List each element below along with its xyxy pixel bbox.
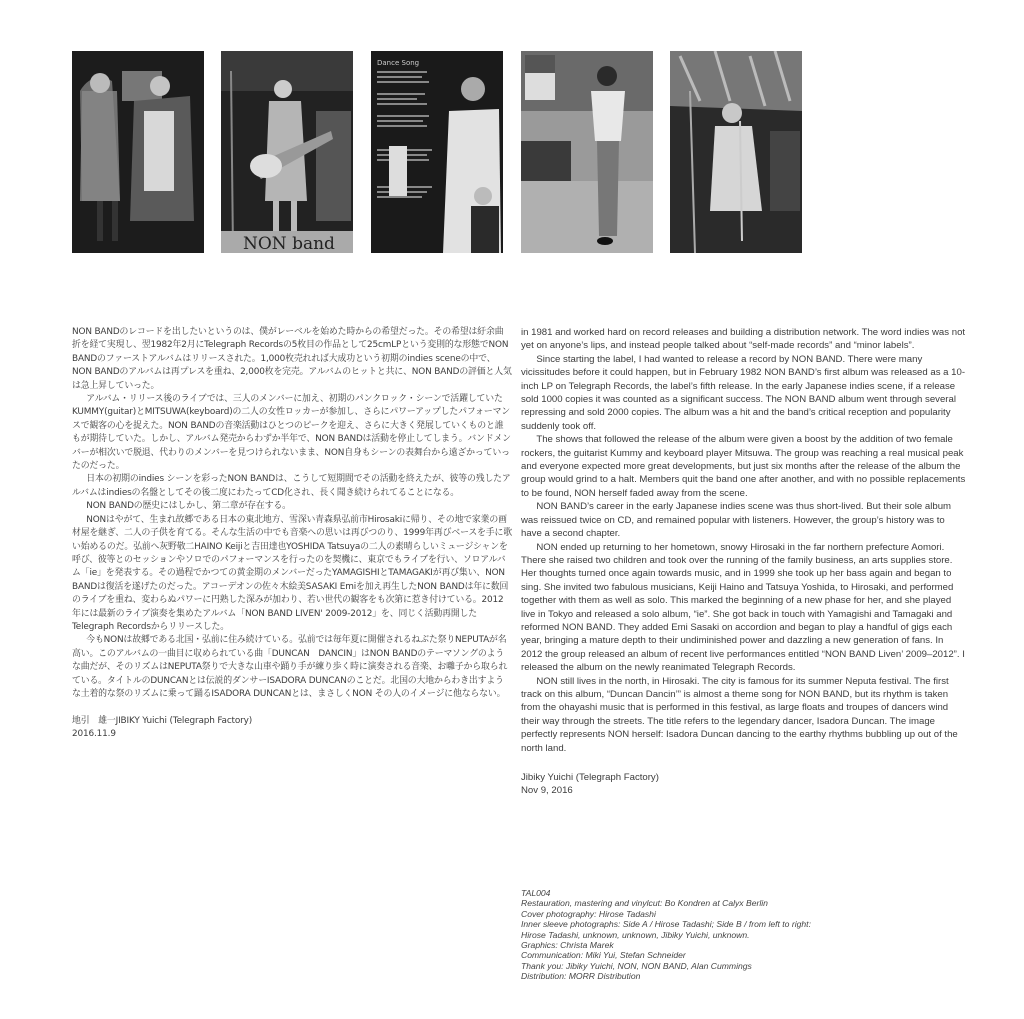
credit-graphics: Graphics: Christa Marek [521, 940, 614, 951]
credits-block [521, 888, 851, 982]
jp-paragraph-5: NONはやがて、生まれ故郷である日本の東北地方、雪深い青森県弘前市Hirosakiに帰り、その地で家業の画材屋を継ぎ、二人の子供を育てる。そんな生活の中でも音楽への思いは再びつのり、1999年再びベースを手に歌い始めるのだ。弘前へ灰野敬二HAINO Keijiと吉田達也YOSHIDA Tatsuyaの二人の素晴らしいミュージシャンを呼び、彼等とのセッションやソロでのパフォーマンスを行ったのを契機に、東京でもライブを行い、ソロアルバム「ie」を発表する。その過程でかつての黄金期のメンバーだったYAMAGISHIとTAMAGAKIが再び集い、NON BANDは復活を遂げたのだった。アコーデオンの佐々木絵美SASAKI Emiを加え再生したNON BANDは年に数回のライブを重ね、変わらぬパワーに円熟した深みが加わり、若い世代の観客をも次第に惹き付けている。2012年には最新のライブ演奏を集めたアルバム「NON BAND LIVEN' 2009-2012」を、同じく活動再開したTelegraph Recordsからリリースした。 [72, 514, 512, 632]
en-paragraph-5: NON ended up returning to her hometown, snowy Hirosaki in the far northern prefecture Aomori. There she raised two children and took over the running of the family business, an arts supplies store. Her thoughts turned once again towards music, and in 1999 she took up her bass again and began to sing. She invited two fabulous musicians, Keiji Haino and Tatsuya Yoshida, to Hirosaki, and performed together with them as well as solo. This marked the beginning of a new phase for her, and she played live in Tokyo and released a solo album, “ie”. She got back in touch with Yamagishi and Tamagaki and reformed NON BAND. They added Emi Sasaki on accordion and began to play a handful of gigs each year, bringing a mature depth to their undiminished power and dazzling a new generation of fans. In 2012 the group released an album of recent live performances entitled “NON BAND Liven’ 2009–2012”. I released the album on the newly reanimated Telegraph Records. [521, 541, 965, 674]
en-paragraph-3: The shows that followed the release of the album were given a boost by the addition of two female rockers, the guitarist Kummy and keyboard player Mitsuwa. The group was reaching a real musical peak and everyone expected more great developments, but just six months after the release of the album the group would grind to a halt. Members quit the band one after another, and with no possible replacements to be found, NON herself faded away from the scene. [521, 434, 966, 499]
en-date: Nov 9, 2016 [521, 785, 573, 797]
jp-paragraph-4: NON BANDの歴史にはしかし、第二章が存在する。 [86, 501, 291, 512]
photo-caption-dance-song: Dance Song [377, 59, 420, 67]
jp-signature: 地引 雄一JIBIKY Yuichi (Telegraph Factory) [72, 715, 253, 726]
en-signature: Jibiky Yuichi (Telegraph Factory) [521, 772, 659, 783]
jp-paragraph-6: 今もNONは故郷である北国・弘前に住み続けている。弘前では毎年夏に開催されるねぶた祭りNEPUTAが名高い。このアルバムの一曲目に収められている曲「DUNCAN DANCIN」はNON BANDのテーマソングのような曲だが、そのリズムはNEPUTA祭りで大きな山車や踊り手が練り歩く時に演奏される音楽、お囃子から取られている。タイトルのDUNCANとは伝説的ダンサーISADORA DUNCANのことだ。北国の大地からわき出すような土着的な祭のリズムに乗って踊るISADORA DUNCANとは、まさしくNON その人のイメージに他ならない。 [72, 635, 508, 699]
photo-caption-non-band: NON band [243, 234, 335, 253]
en-paragraph-1: in 1981 and worked hard on record releases and building a distribution network. The word indies was not yet on anyone’s lips, and instead people talked about “self-made records” and “minor labels”. [521, 327, 966, 352]
credit-inner-sleeve-photos-names: Hirose Tadashi, unknown, unknown, Jibiky Yuichi, unknown. [521, 929, 750, 940]
credit-cover-photography: Cover photography: Hirose Tadashi [521, 908, 656, 919]
jp-date: 2016.11.9 [72, 729, 116, 740]
jp-paragraph-2: アルバム・リリース後のライブでは、三人のメンバーに加え、初期のパンクロック・シーンで活躍していたKUMMY(guitar)とMITSUWA(keyboard)の二人の女性ロッカーが参加し、さらにパワーアップしたパフォーマンスで観客の心を捉えた。NON BANDの音楽活動はひとつのピークを迎え、さらに大きく発展していくものと誰もが期待していた。しかし、アルバム発売からわずか半年で、NON BANDは活動を停止してしまう。バンドメンバーが相次いで脱退、代わりのメンバーを見つけられないまま、NON自身もシーンの表舞台から遠ざかっていったのだった。 [72, 394, 511, 472]
catalog-number: TAL004 [521, 888, 551, 898]
credit-inner-sleeve-photos: Inner sleeve photographs: Side A / Hirose Tadashi; Side B / from left to right: [521, 919, 811, 930]
photo-woman-dancing-in-room [521, 51, 653, 253]
credit-communication: Communication: Miki Yui, Stefan Schneider [521, 950, 686, 961]
en-signature-block [521, 771, 967, 798]
credit-thank-you: Thank you: Jibiky Yuichi, NON, NON BAND, Alan Cummings [521, 960, 752, 971]
photo-performer-in-dress [670, 51, 802, 253]
credit-distribution: Distribution: MORR Distribution [521, 971, 641, 982]
japanese-liner-notes [72, 326, 512, 742]
jp-paragraph-3: 日本の初期のindies シーンを彩ったNON BANDは、こうして短期間でその活動を終えたが、彼等の残したアルバムはindiesの名盤としてその後二度にわたってCD化され、長く聞き続けられてることになる。 [72, 474, 511, 498]
credit-mastering: Restauration, mastering and vinylcut: Bo Kondren at Calyx Berlin [521, 898, 768, 909]
photo-two-women-in-coats [72, 51, 204, 253]
jp-paragraph-1: NON BANDのレコードを出したいというのは、僕がレーベルを始めた時からの希望だった。その希望は紆余曲折を経て実現し、翌1982年2月にTelegraph Recordsの5枚目の作品として25cmLPという変則的な形態でNON BANDのファーストアルバムはリリースされた。1,000枚売れれば大成功という初期のindies sceneの中で、NON BANDのアルバムは再プレスを重ね、2,000枚を完売。アルバムのヒットと共に、NON BANDの評価と人気は急上昇していった。 [72, 327, 512, 391]
english-liner-notes [521, 326, 967, 798]
photo-guitarist-on-stage [221, 51, 353, 253]
en-paragraph-6: NON still lives in the north, in Hirosaki. The city is famous for its summer Neputa festival. The first track on this album, “Duncan Dancin’” is almost a theme song for NON BAND, but its rhythm is taken from the ohayashi music that is performed in this festival, as large floats and troupes of dancers wind their way through the streets. The title refers to the legendary dancer, Isadora Duncan. The image perfectly represents NON herself: Isadora Duncan dancing to the earthy rhythms bubbling up out of the north land. [521, 675, 958, 754]
en-paragraph-4: NON BAND’s career in the early Japanese indies scene was thus short-lived. But their sole album was reissued twice on CD, and remained popular with listeners. However, the group’s history was to have a second chapter. [521, 501, 952, 540]
photo-man-with-lyric-sheet [371, 51, 503, 253]
jp-signature-block [72, 715, 512, 742]
en-paragraph-2: Since starting the label, I had wanted to release a record by NON BAND. There were many vicissitudes before it could happen, but in February 1982 NON BAND’s first album was released as a 10-inch LP on Telegraph Records, the label’s fifth release. In the early Japanese indies scene, if a release sold 1000 copies it was counted as a significant success. The NON BAND album went through several repressing and sold 2000 copies. The album was a hit and the band’s critical reception and popularity suddenly took off. [521, 353, 966, 432]
